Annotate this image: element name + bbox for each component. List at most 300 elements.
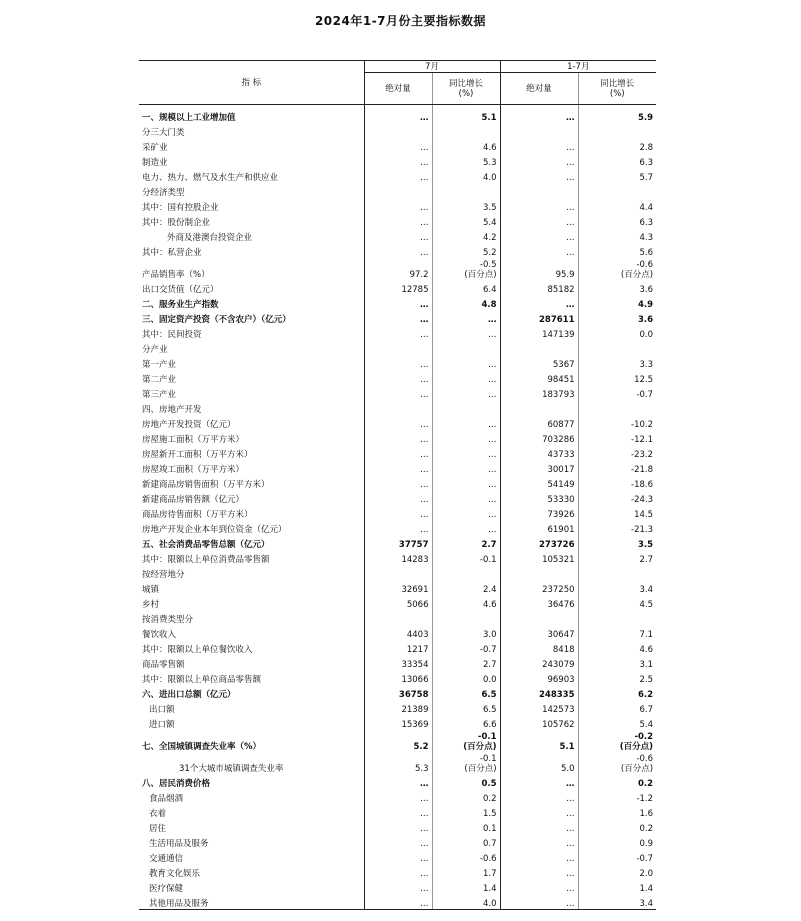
cumulative-yoy-cell <box>578 752 656 774</box>
table-row <box>139 834 656 849</box>
july-yoy-cell: 3.0 <box>432 625 500 640</box>
july-absolute-cell: … <box>364 834 432 849</box>
july-yoy-cell: 4.0 <box>432 168 500 183</box>
cumulative-yoy-cell: 6.7 <box>578 700 656 715</box>
table-row <box>139 400 656 415</box>
july-absolute-cell: … <box>364 153 432 168</box>
cumulative-absolute-cell: 273726 <box>500 535 578 550</box>
july-absolute-cell: … <box>364 894 432 910</box>
cumulative-yoy-cell: 4.5 <box>578 595 656 610</box>
table-row <box>139 385 656 400</box>
value: -0.1 <box>479 754 497 764</box>
cumulative-yoy-cell: -10.2 <box>578 415 656 430</box>
july-absolute-cell: … <box>364 490 432 505</box>
cumulative-absolute-cell: … <box>500 819 578 834</box>
cumulative-yoy-cell: 2.7 <box>578 550 656 565</box>
row-label: 四、房地产开发 <box>142 405 202 415</box>
row-label: 城镇 <box>142 585 160 595</box>
unit-note: (百分点) <box>620 270 654 280</box>
july-absolute-cell: 1217 <box>364 640 432 655</box>
july-yoy-cell: 1.5 <box>432 804 500 819</box>
july-yoy-cell: 2.7 <box>432 535 500 550</box>
table-row <box>139 670 656 685</box>
table-row <box>139 752 656 774</box>
row-label: 新建商品房销售额（亿元） <box>142 495 245 505</box>
value: -0.6 <box>636 260 654 270</box>
table-row <box>139 505 656 520</box>
cumulative-absolute-cell: 248335 <box>500 685 578 700</box>
cumulative-yoy-cell: 5.4 <box>578 715 656 730</box>
unit-note: (百分点) <box>619 742 654 752</box>
row-label: 医疗保健 <box>149 884 184 894</box>
table-row <box>139 879 656 894</box>
table-row <box>139 258 656 280</box>
table-row <box>139 715 656 730</box>
july-yoy-cell: 4.6 <box>432 138 500 153</box>
cumulative-yoy-cell: -18.6 <box>578 475 656 490</box>
july-yoy-cell: … <box>432 475 500 490</box>
july-yoy-cell: 3.5 <box>432 198 500 213</box>
cumulative-yoy-cell: 1.4 <box>578 879 656 894</box>
row-label: 居住 <box>149 824 167 834</box>
july-absolute-cell: … <box>364 774 432 789</box>
row-label: 三、固定资产投资（不含农户）（亿元） <box>142 315 291 325</box>
july-absolute-cell <box>364 123 432 138</box>
cumulative-yoy-cell <box>578 400 656 415</box>
july-yoy-cell: 5.2 <box>432 243 500 258</box>
unit-note: (百分点) <box>464 764 497 774</box>
cumulative-yoy-cell: 0.2 <box>578 819 656 834</box>
table-row <box>139 535 656 550</box>
july-yoy-cell: 0.5 <box>432 774 500 789</box>
cumulative-absolute-cell: 243079 <box>500 655 578 670</box>
cumulative-absolute-cell: 287611 <box>500 310 578 325</box>
table-row <box>139 123 656 138</box>
july-yoy-cell <box>432 123 500 138</box>
table-row <box>139 864 656 879</box>
table-row <box>139 153 656 168</box>
cumulative-absolute-cell: … <box>500 894 578 910</box>
table-row <box>139 445 656 460</box>
july-absolute-cell: … <box>364 475 432 490</box>
cumulative-absolute-cell: … <box>500 879 578 894</box>
july-yoy-cell <box>432 400 500 415</box>
july-yoy-cell: 5.1 <box>432 105 500 124</box>
july-absolute-cell: … <box>364 138 432 153</box>
cumulative-yoy-cell: 6.2 <box>578 685 656 700</box>
cumulative-absolute-cell: 73926 <box>500 505 578 520</box>
cumulative-absolute-cell: 61901 <box>500 520 578 535</box>
cumulative-absolute-cell: … <box>500 168 578 183</box>
row-label: 电力、热力、燃气及水生产和供应业 <box>142 173 279 183</box>
july-yoy-cell: 4.2 <box>432 228 500 243</box>
row-label: 分产业 <box>142 345 168 355</box>
cumulative-absolute-cell: 183793 <box>500 385 578 400</box>
row-label: 教育文化娱乐 <box>149 869 201 879</box>
cumulative-yoy-cell: 3.3 <box>578 355 656 370</box>
row-label: 房屋施工面积（万平方米） <box>142 435 245 445</box>
july-absolute-cell: … <box>364 325 432 340</box>
table-row <box>139 700 656 715</box>
row-label: 二、服务业生产指数 <box>142 300 219 310</box>
july-yoy-cell: 6.5 <box>432 685 500 700</box>
july-absolute-cell: 21389 <box>364 700 432 715</box>
row-label: 采矿业 <box>142 143 168 153</box>
july-yoy-cell <box>432 340 500 355</box>
row-label: 其中：限额以上单位消费品零售额 <box>142 555 270 565</box>
row-label: 其中：国有控股企业 <box>142 203 219 213</box>
row-label: 按经营地分 <box>142 570 185 580</box>
table-row <box>139 550 656 565</box>
july-group-header: 7月 <box>364 61 500 73</box>
cumulative-yoy-cell: 4.9 <box>578 295 656 310</box>
cumulative-yoy-cell: 14.5 <box>578 505 656 520</box>
value: -0.1 <box>477 732 497 742</box>
table-row <box>139 730 656 752</box>
cumulative-yoy-cell: 1.6 <box>578 804 656 819</box>
cumulative-yoy-cell: 4.6 <box>578 640 656 655</box>
unit-note: (百分点) <box>463 742 497 752</box>
table-row <box>139 340 656 355</box>
july-absolute-cell: … <box>364 849 432 864</box>
cumulative-yoy-cell <box>578 183 656 198</box>
cumulative-yoy-cell: -0.7 <box>578 385 656 400</box>
cumulative-yoy-cell: 3.6 <box>578 280 656 295</box>
row-label: 交通通信 <box>149 854 184 864</box>
row-label: 其中：私营企业 <box>142 248 202 258</box>
july-absolute-cell: … <box>364 385 432 400</box>
july-absolute-cell: … <box>364 445 432 460</box>
july-yoy-cell: -0.6 <box>432 849 500 864</box>
cumulative-absolute-cell: … <box>500 849 578 864</box>
unit-note: (百分点) <box>620 764 654 774</box>
row-label: 其中：限额以上单位商品零售额 <box>142 675 262 685</box>
july-absolute-cell: 12785 <box>364 280 432 295</box>
row-label: 五、社会消费品零售总额（亿元） <box>142 540 270 550</box>
july-yoy-cell: … <box>432 415 500 430</box>
july-absolute-cell: 97.2 <box>364 258 432 280</box>
table-row <box>139 819 656 834</box>
cumulative-absolute-cell <box>500 400 578 415</box>
july-absolute-cell: 4403 <box>364 625 432 640</box>
july-absolute-cell: … <box>364 879 432 894</box>
july-yoy-header: 同比增长 (%) <box>432 73 500 105</box>
july-absolute-cell: 5.2 <box>364 730 432 752</box>
july-absolute-cell <box>364 183 432 198</box>
table-row <box>139 198 656 213</box>
row-label: 制造业 <box>142 158 168 168</box>
cumulative-yoy-cell <box>578 258 656 280</box>
row-label: 房屋新开工面积（万平方米） <box>142 450 253 460</box>
table-row <box>139 610 656 625</box>
cumulative-yoy-cell: 4.3 <box>578 228 656 243</box>
row-label: 产品销售率（%） <box>142 270 210 280</box>
cumulative-yoy-cell: 12.5 <box>578 370 656 385</box>
july-absolute-cell <box>364 610 432 625</box>
july-yoy-cell: … <box>432 460 500 475</box>
july-absolute-cell: … <box>364 789 432 804</box>
table-row <box>139 460 656 475</box>
cumulative-yoy-cell: -21.8 <box>578 460 656 475</box>
row-label: 其中：股份制企业 <box>142 218 211 228</box>
july-yoy-cell: -0.7 <box>432 640 500 655</box>
cumulative-absolute-cell: 8418 <box>500 640 578 655</box>
row-label: 一、规模以上工业增加值 <box>142 113 236 123</box>
cumulative-yoy-cell: 5.7 <box>578 168 656 183</box>
july-yoy-cell: 4.0 <box>432 894 500 910</box>
row-label: 进口额 <box>149 720 175 730</box>
cumulative-absolute-cell: … <box>500 789 578 804</box>
july-yoy-cell: 5.4 <box>432 213 500 228</box>
july-yoy-cell <box>432 183 500 198</box>
july-absolute-cell: 13066 <box>364 670 432 685</box>
table-row <box>139 280 656 295</box>
table-row <box>139 849 656 864</box>
july-absolute-cell: 5066 <box>364 595 432 610</box>
cumulative-absolute-cell: 5.0 <box>500 752 578 774</box>
cumulative-yoy-cell: -12.1 <box>578 430 656 445</box>
july-absolute-cell: … <box>364 213 432 228</box>
july-absolute-cell: 33354 <box>364 655 432 670</box>
cumulative-yoy-cell: -0.7 <box>578 849 656 864</box>
july-yoy-cell: 2.4 <box>432 580 500 595</box>
july-yoy-cell: … <box>432 385 500 400</box>
cumulative-group-header: 1-7月 <box>500 61 656 73</box>
july-yoy-cell: … <box>432 490 500 505</box>
cumulative-yoy-cell: 3.1 <box>578 655 656 670</box>
july-yoy-cell: … <box>432 430 500 445</box>
table-row <box>139 430 656 445</box>
cumulative-absolute-cell: 105762 <box>500 715 578 730</box>
cumulative-absolute-cell: … <box>500 213 578 228</box>
table-row <box>139 894 656 910</box>
table-row <box>139 565 656 580</box>
cumulative-absolute-cell <box>500 183 578 198</box>
row-label: 出口额 <box>149 705 175 715</box>
july-yoy-cell: 1.7 <box>432 864 500 879</box>
table-row <box>139 580 656 595</box>
cumulative-absolute-cell: … <box>500 243 578 258</box>
cumulative-yoy-cell: -21.3 <box>578 520 656 535</box>
row-label: 房屋竣工面积（万平方米） <box>142 465 245 475</box>
cumulative-absolute-cell <box>500 610 578 625</box>
july-absolute-cell: … <box>364 310 432 325</box>
cumulative-yoy-cell: 3.4 <box>578 894 656 910</box>
cumulative-absolute-cell: 30017 <box>500 460 578 475</box>
july-yoy-cell: 0.7 <box>432 834 500 849</box>
cumulative-absolute-cell: 95.9 <box>500 258 578 280</box>
table-row <box>139 295 656 310</box>
july-yoy-cell: 4.6 <box>432 595 500 610</box>
july-yoy-cell: 1.4 <box>432 879 500 894</box>
cumulative-yoy-cell <box>578 123 656 138</box>
table-row <box>139 243 656 258</box>
table-row <box>139 168 656 183</box>
july-yoy-cell: 0.2 <box>432 789 500 804</box>
row-label: 六、进出口总额（亿元） <box>142 690 236 700</box>
july-absolute-cell: 15369 <box>364 715 432 730</box>
july-absolute-cell: … <box>364 415 432 430</box>
cumulative-absolute-cell: … <box>500 153 578 168</box>
july-absolute-cell: … <box>364 804 432 819</box>
indicator-table <box>139 60 656 910</box>
row-label: 七、全国城镇调查失业率（%） <box>142 742 262 752</box>
table-row <box>139 228 656 243</box>
table-row <box>139 213 656 228</box>
cumulative-absolute-cell: … <box>500 295 578 310</box>
cumulative-absolute-cell: 147139 <box>500 325 578 340</box>
cumulative-absolute-cell: 5367 <box>500 355 578 370</box>
row-label: 外商及港澳台投资企业 <box>167 233 253 243</box>
july-absolute-cell: 37757 <box>364 535 432 550</box>
table-body <box>139 105 656 910</box>
july-absolute-cell: 36758 <box>364 685 432 700</box>
july-yoy-cell: 0.0 <box>432 670 500 685</box>
cumulative-absolute-cell: 5.1 <box>500 730 578 752</box>
table-row <box>139 685 656 700</box>
cumulative-yoy-cell: -23.2 <box>578 445 656 460</box>
july-yoy-cell: 2.7 <box>432 655 500 670</box>
cumulative-absolute-cell: 85182 <box>500 280 578 295</box>
july-absolute-cell: … <box>364 370 432 385</box>
table-row <box>139 804 656 819</box>
july-absolute-cell <box>364 565 432 580</box>
cumulative-absolute-cell: 96903 <box>500 670 578 685</box>
cumulative-yoy-cell: -1.2 <box>578 789 656 804</box>
cum-yoy-header: 同比增长 (%) <box>578 73 656 105</box>
cumulative-absolute-cell: 105321 <box>500 550 578 565</box>
cumulative-yoy-cell <box>578 340 656 355</box>
cumulative-yoy-cell: 3.4 <box>578 580 656 595</box>
cumulative-yoy-cell: 3.6 <box>578 310 656 325</box>
july-absolute-cell: 32691 <box>364 580 432 595</box>
july-absolute-cell: … <box>364 228 432 243</box>
cumulative-absolute-cell: 36476 <box>500 595 578 610</box>
cumulative-absolute-cell: … <box>500 198 578 213</box>
july-abs-header: 绝对量 <box>364 73 432 105</box>
row-label: 食品烟酒 <box>149 794 184 804</box>
table-row <box>139 370 656 385</box>
july-absolute-cell <box>364 400 432 415</box>
july-yoy-cell: … <box>432 445 500 460</box>
value: -0.5 <box>479 260 497 270</box>
row-label: 八、居民消费价格 <box>142 779 211 789</box>
cumulative-absolute-cell: 53330 <box>500 490 578 505</box>
cumulative-absolute-cell: … <box>500 864 578 879</box>
row-label: 按消费类型分 <box>142 615 194 625</box>
july-absolute-cell: … <box>364 105 432 124</box>
cumulative-yoy-cell: 2.8 <box>578 138 656 153</box>
cumulative-absolute-cell: 703286 <box>500 430 578 445</box>
july-absolute-cell: … <box>364 168 432 183</box>
cumulative-yoy-cell: 6.3 <box>578 153 656 168</box>
cumulative-yoy-cell: 0.9 <box>578 834 656 849</box>
cumulative-absolute-cell: 98451 <box>500 370 578 385</box>
july-absolute-cell <box>364 340 432 355</box>
july-absolute-cell: … <box>364 243 432 258</box>
july-absolute-cell: … <box>364 355 432 370</box>
july-yoy-cell <box>432 565 500 580</box>
table-row <box>139 789 656 804</box>
july-absolute-cell: … <box>364 295 432 310</box>
row-label: 分三大门类 <box>142 128 185 138</box>
cumulative-yoy-cell <box>578 610 656 625</box>
value: -0.6 <box>636 754 654 764</box>
cumulative-yoy-cell: 0.2 <box>578 774 656 789</box>
cumulative-yoy-cell: 2.0 <box>578 864 656 879</box>
row-label: 出口交货值（亿元） <box>142 285 219 295</box>
table-row <box>139 183 656 198</box>
cumulative-absolute-cell: 60877 <box>500 415 578 430</box>
july-absolute-cell: 5.3 <box>364 752 432 774</box>
july-yoy-cell <box>432 258 500 280</box>
cumulative-yoy-cell: 2.5 <box>578 670 656 685</box>
row-label: 商品房待售面积（万平方米） <box>142 510 253 520</box>
july-yoy-cell: 5.3 <box>432 153 500 168</box>
cumulative-absolute-cell: … <box>500 804 578 819</box>
july-absolute-cell: … <box>364 819 432 834</box>
table-row <box>139 595 656 610</box>
cumulative-absolute-cell: 30647 <box>500 625 578 640</box>
cumulative-yoy-cell <box>578 565 656 580</box>
cumulative-absolute-cell: 142573 <box>500 700 578 715</box>
table-row <box>139 490 656 505</box>
cumulative-absolute-cell: 54149 <box>500 475 578 490</box>
july-yoy-cell: 6.6 <box>432 715 500 730</box>
unit-note: (百分点) <box>464 270 497 280</box>
table-row <box>139 655 656 670</box>
row-label: 乡村 <box>142 600 160 610</box>
july-yoy-cell: 6.5 <box>432 700 500 715</box>
july-yoy-cell: … <box>432 310 500 325</box>
cumulative-absolute-cell: … <box>500 228 578 243</box>
cumulative-absolute-cell <box>500 565 578 580</box>
cumulative-absolute-cell: … <box>500 105 578 124</box>
cumulative-absolute-cell <box>500 340 578 355</box>
cumulative-yoy-cell: 3.5 <box>578 535 656 550</box>
cumulative-yoy-cell: 5.9 <box>578 105 656 124</box>
july-absolute-cell: … <box>364 198 432 213</box>
july-yoy-cell: 4.8 <box>432 295 500 310</box>
july-yoy-cell: … <box>432 355 500 370</box>
table-row <box>139 138 656 153</box>
row-label: 31个大城市城镇调查失业率 <box>179 764 284 774</box>
table-row <box>139 325 656 340</box>
table-row <box>139 415 656 430</box>
july-absolute-cell: … <box>364 430 432 445</box>
cumulative-yoy-cell: 0.0 <box>578 325 656 340</box>
cumulative-absolute-cell: 43733 <box>500 445 578 460</box>
cumulative-absolute-cell: … <box>500 774 578 789</box>
page-title: 2024年1-7月份主要指标数据 <box>314 14 487 28</box>
table-row <box>139 355 656 370</box>
row-label: 第三产业 <box>142 390 177 400</box>
july-yoy-cell: 0.1 <box>432 819 500 834</box>
value: -0.2 <box>634 732 654 742</box>
cum-abs-header: 绝对量 <box>500 73 578 105</box>
row-label: 第一产业 <box>142 360 177 370</box>
row-label: 其中：限额以上单位餐饮收入 <box>142 645 253 655</box>
row-label: 分经济类型 <box>142 188 185 198</box>
july-yoy-cell: 6.4 <box>432 280 500 295</box>
cumulative-absolute-cell: … <box>500 834 578 849</box>
row-label: 餐饮收入 <box>142 630 177 640</box>
row-label: 第二产业 <box>142 375 177 385</box>
table-row <box>139 640 656 655</box>
july-yoy-cell: … <box>432 370 500 385</box>
table-row <box>139 520 656 535</box>
row-label: 其中：民间投资 <box>142 330 202 340</box>
